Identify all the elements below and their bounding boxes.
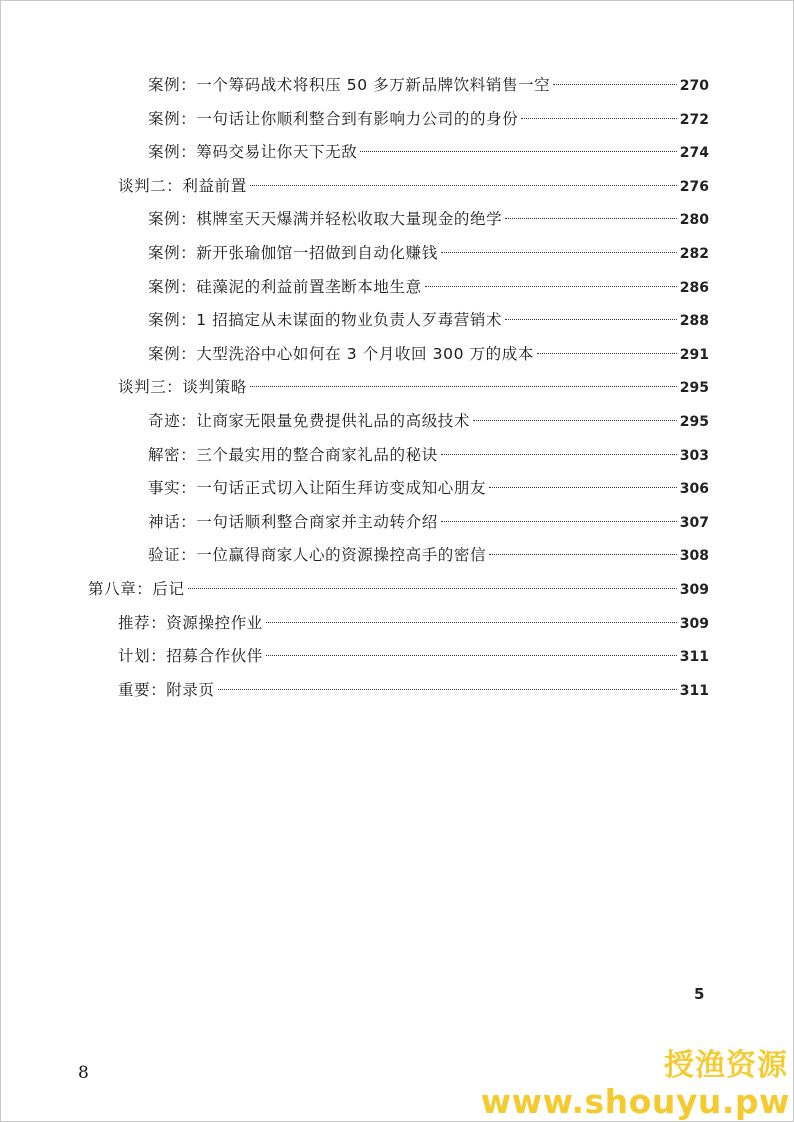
toc-dot-leader [425,286,677,287]
toc-dot-leader [489,554,677,555]
toc-entry[interactable] [148,68,709,102]
toc-entry[interactable] [118,673,709,707]
toc-entry-page: 311 [679,649,709,666]
toc-entry[interactable] [148,236,709,270]
toc-entry-page: 270 [679,78,709,94]
toc-dot-leader [188,588,677,589]
toc-entry-title: 验证：一位赢得商家人心的资源操控高手的密信 [148,546,487,565]
toc-entry-title: 事实：一句话正式切入让陌生拜访变成知心朋友 [148,479,487,498]
toc-entry[interactable] [148,404,709,438]
toc-entry-page: 295 [679,414,709,430]
toc-dot-leader [489,487,677,488]
toc-dot-leader [218,689,677,690]
toc-entry-page: 295 [679,380,709,397]
toc-entry[interactable] [118,606,709,640]
toc-entry[interactable] [148,337,709,371]
toc-entry-title: 谈判三：谈判策略 [118,378,247,397]
toc-entry[interactable] [148,135,709,169]
watermark-url: www.shouyu.pw [480,1082,790,1121]
toc-entry-page: 309 [679,615,709,632]
toc-entry-title: 案例：棋牌室天天爆满并轻松收取大量现金的绝学 [148,210,503,229]
toc-dot-leader [250,386,677,387]
toc-entry-page: 307 [679,514,709,531]
pdf-page-number: 8 [78,1063,89,1083]
toc-entry[interactable] [88,572,709,606]
toc-entry[interactable] [148,270,709,304]
toc-dot-leader [360,151,676,152]
toc-entry-title: 案例：新开张瑜伽馆一招做到自动化赚钱 [148,244,438,262]
toc-entry[interactable] [118,370,709,404]
toc-dot-leader [266,655,677,656]
toc-entry-page: 274 [679,145,709,162]
toc-entry-page: 303 [679,447,709,464]
toc-dot-leader [521,118,676,119]
toc-entry-title: 案例：大型洗浴中心如何在 3 个月收回 300 万的成本 [148,344,534,363]
toc-entry-title: 案例：一个筹码战术将积压 50 多万新品牌饮料销售一空 [148,76,551,94]
toc-dot-leader [441,454,677,455]
book-page-number: 5 [694,985,705,1003]
toc-entry-page: 280 [679,212,709,229]
toc-entry-page: 276 [679,178,709,195]
toc-entry[interactable] [118,169,709,203]
toc-entry-page: 311 [679,682,709,699]
toc-entry-title: 解密：三个最实用的整合商家礼品的秘诀 [148,445,438,464]
toc-entry-page: 309 [679,582,709,598]
toc-entry-page: 308 [679,548,709,565]
toc-dot-leader [250,185,677,186]
toc-dot-leader [441,252,677,253]
toc-entry-title: 重要：附录页 [118,680,215,699]
toc-entry[interactable] [148,471,709,505]
toc-entry[interactable] [148,438,709,472]
toc-entry-page: 291 [679,346,709,363]
toc-entry-title: 案例：硅藻泥的利益前置垄断本地生意 [148,277,422,296]
toc-entry-page: 288 [679,313,709,330]
toc-entry[interactable] [148,538,709,572]
toc-entry[interactable] [148,505,709,539]
toc-entry-page: 306 [679,481,709,498]
toc-dot-leader [505,218,677,219]
toc-entry[interactable] [148,202,709,236]
toc-dot-leader [441,521,677,522]
toc-dot-leader [266,622,677,623]
toc-entry-title: 推荐：资源操控作业 [118,613,263,632]
toc-entry-title: 计划：招募合作伙伴 [118,647,263,666]
toc-dot-leader [537,353,677,354]
watermark-name: 授渔资源 [664,1048,788,1083]
toc-entry[interactable] [148,102,709,136]
toc-dot-leader [553,84,676,85]
toc-entry-title: 第八章：后记 [88,580,185,598]
toc-entry-page: 272 [679,111,709,128]
toc-entry-page: 282 [679,246,709,262]
toc-entry-title: 奇迹：让商家无限量免费提供礼品的高级技术 [148,412,471,430]
toc-entry-title: 案例：1 招搞定从未谋面的物业负责人歹毒营销术 [148,311,503,330]
toc-dot-leader [505,319,677,320]
toc-entry-page: 286 [679,279,709,296]
toc-entry[interactable] [148,303,709,337]
toc-entry-title: 案例：一句话让你顺利整合到有影响力公司的的身份 [148,109,519,128]
toc-dot-leader [473,420,677,421]
toc-entry-title: 神话：一句话顺利整合商家并主动转介绍 [148,512,438,531]
toc-entry-title: 谈判二：利益前置 [118,176,247,195]
toc-entry-title: 案例：筹码交易让你天下无敌 [148,143,358,162]
toc-entry[interactable] [118,639,709,673]
